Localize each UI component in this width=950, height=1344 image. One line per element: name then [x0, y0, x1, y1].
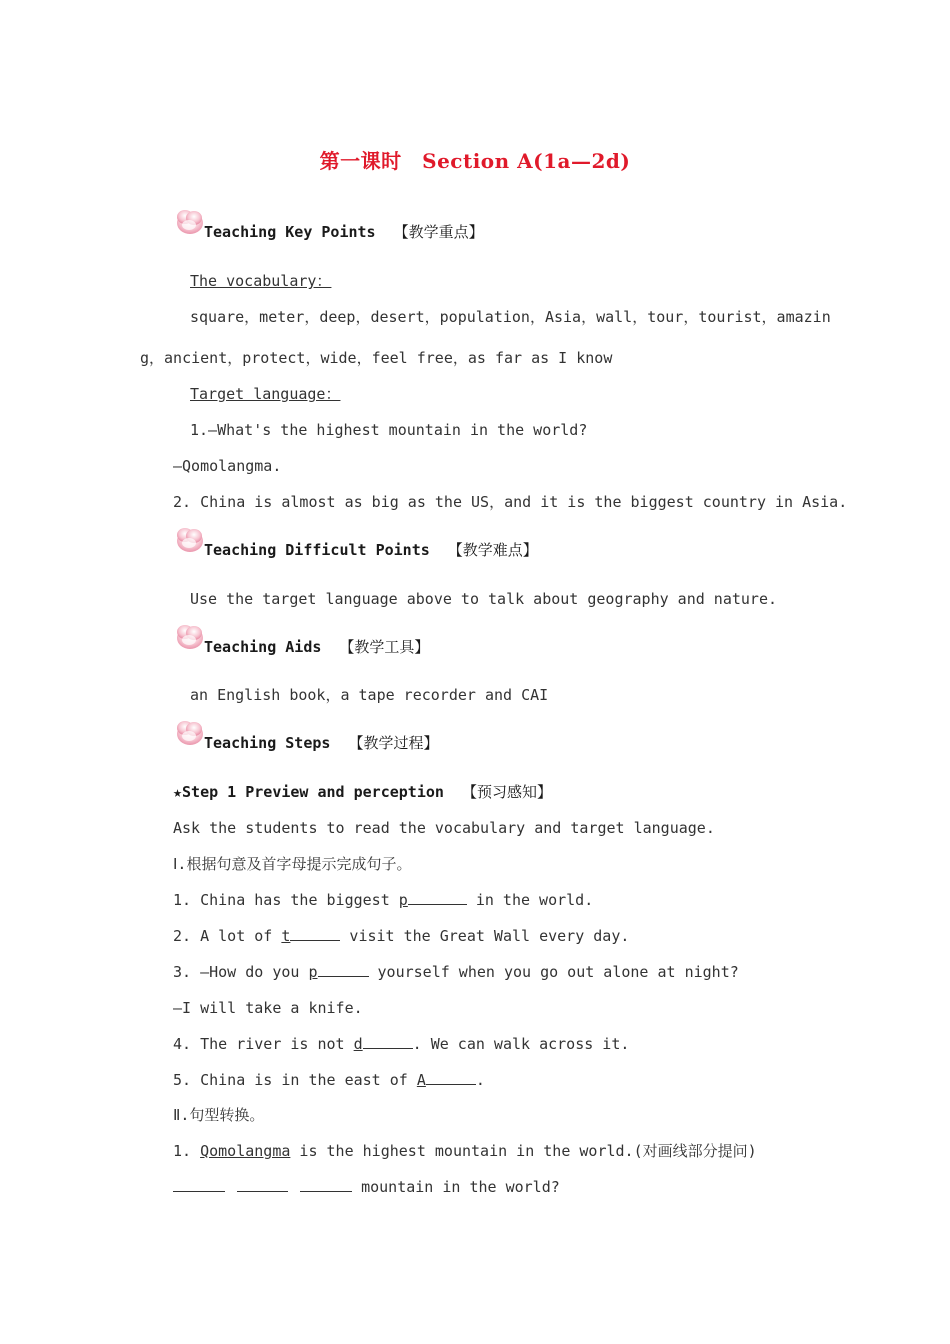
flower-icon: [174, 523, 206, 555]
transform-item-1-answer: mountain in the world?: [173, 1177, 560, 1197]
flower-icon: [174, 716, 206, 748]
answer-blank: [290, 926, 340, 941]
steps-heading-en: Teaching Steps: [204, 734, 331, 752]
underlined-word: Qomolangma: [200, 1142, 291, 1160]
page-title: 第一课时 Section A(1a—2d): [319, 149, 631, 173]
part2-title: Ⅱ.句型转换。: [173, 1106, 265, 1124]
answer-blank: [426, 1070, 476, 1085]
answer-blank: [318, 962, 369, 977]
hint-letter: p: [398, 891, 408, 909]
target-1-question: 1.—What's the highest mountain in the world?: [190, 421, 588, 439]
difficult-points-heading-cn: 【教学难点】: [447, 541, 538, 559]
exercise-item-4: 4. The river is not d . We can walk across it.: [173, 1035, 630, 1053]
aids-text: an English book，a tape recorder and CAI: [190, 686, 549, 704]
exercise-item-1: 1. China has the biggest p in the world.: [173, 891, 594, 909]
steps-heading: [204, 733, 438, 753]
target-1-answer: —Qomolangma.: [173, 457, 282, 475]
vocab-label: The vocabulary：: [190, 272, 332, 290]
transform-item-1: 1. Qomolangma is the highest mountain in the world.(对画线部分提问): [173, 1142, 757, 1160]
target-2: 2. China is almost as big as the US，and it is the biggest country in Asia.: [173, 493, 848, 511]
step1-intro: Ask the students to read the vocabulary and target language.: [173, 819, 715, 837]
vocab-line-2: g，ancient，protect，wide，feel free，as far as I know: [140, 349, 613, 367]
step1-heading-cn: 【预习感知】: [461, 783, 552, 801]
hint-letter: A: [416, 1071, 426, 1089]
flower-icon: [174, 620, 206, 652]
target-label: Target language：: [190, 385, 341, 403]
vocab-line-1: square，meter，deep，desert，population，Asia，wall，tour，tourist，amazin: [190, 308, 831, 326]
exercise-item-3: 3. —How do you p yourself when you go out alone at night?: [173, 963, 739, 981]
difficult-points-text: Use the target language above to talk about geography and nature.: [190, 590, 777, 608]
key-points-heading-en: Teaching Key Points: [204, 223, 376, 241]
hint-letter: t: [281, 927, 291, 945]
answer-blank: [408, 890, 467, 905]
key-points-heading-cn: 【教学重点】: [393, 223, 484, 241]
hint-letter: p: [308, 963, 318, 981]
aids-heading-en: Teaching Aids: [204, 638, 322, 656]
answer-blank: [300, 1177, 352, 1192]
exercise-item-5: 5. China is in the east of A .: [173, 1071, 485, 1089]
aids-heading: [204, 637, 429, 657]
step1-heading-en: ★Step 1 Preview and perception: [173, 783, 444, 801]
step1-heading: [173, 782, 552, 802]
steps-heading-cn: 【教学过程】: [348, 734, 439, 752]
difficult-points-heading-en: Teaching Difficult Points: [204, 541, 430, 559]
exercise-item-3-answer: —I will take a knife.: [173, 999, 363, 1017]
exercise-item-2: 2. A lot of t visit the Great Wall every day.: [173, 927, 630, 945]
key-points-heading: [204, 222, 484, 242]
flower-icon: [174, 205, 206, 237]
answer-blank: [363, 1034, 413, 1049]
difficult-points-heading: [204, 540, 538, 560]
answer-blank: [237, 1177, 288, 1192]
answer-blank: [173, 1177, 225, 1192]
hint-letter: d: [353, 1035, 363, 1053]
part1-title: Ⅰ.根据句意及首字母提示完成句子。: [173, 855, 412, 873]
aids-heading-cn: 【教学工具】: [339, 638, 430, 656]
